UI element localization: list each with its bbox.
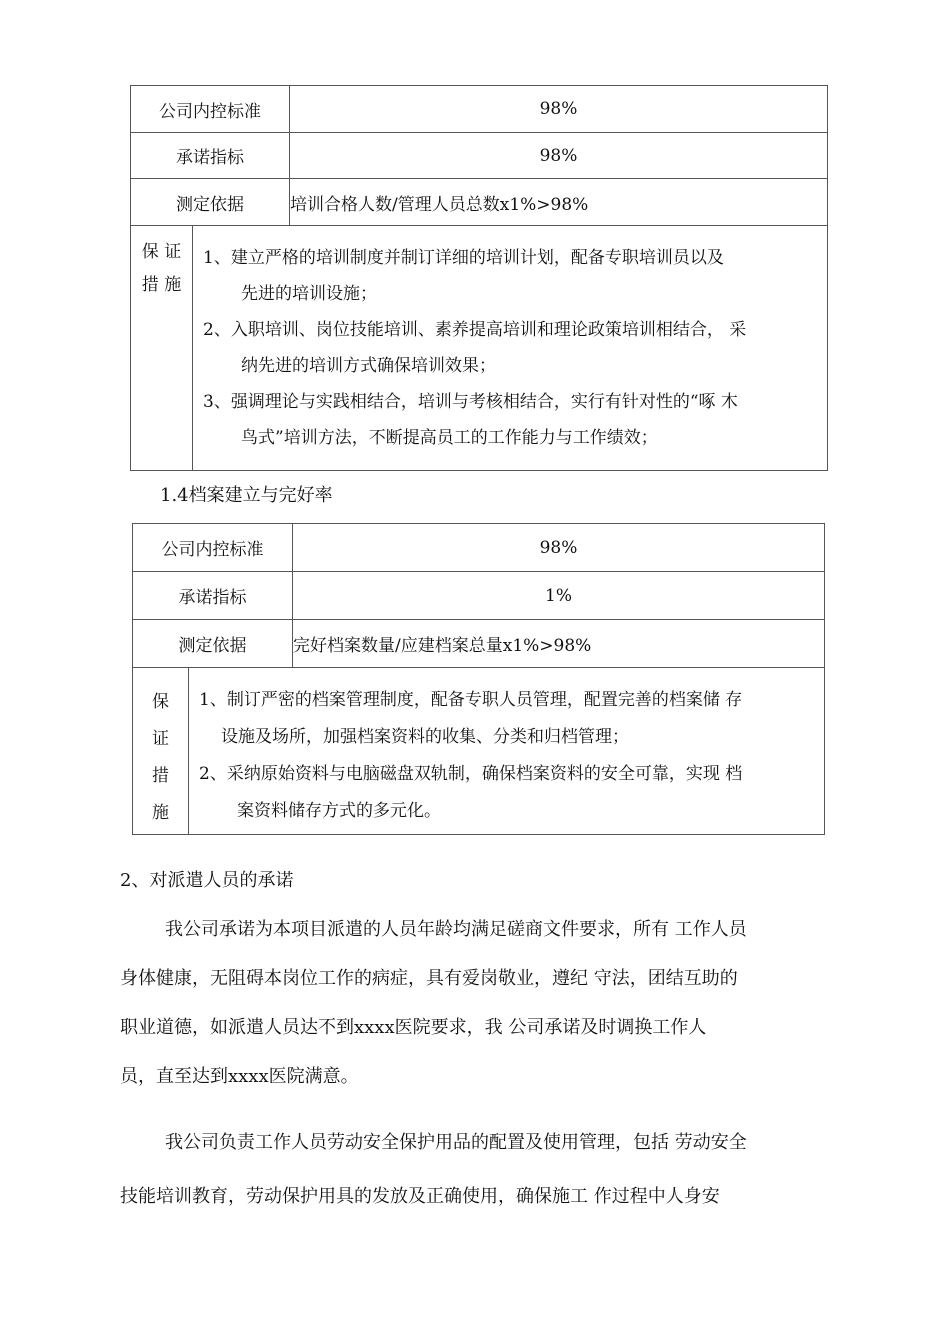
list-item: 1、制订严密的档案管理制度，配备专职人员管理，配置完善的档案储 存 设施及场所，加强档案资料的收集、分类和归档管理； [199,690,743,747]
table-row [133,572,825,620]
paragraph: 我公司负责工作人员劳动安全保护用品的配置及使用管理，包括 劳动安全 技能培训教育，劳动保护用具的发放及正确使用，确保施工 作过程中人身安 [120,1132,747,1207]
row-label: 测定依据 [131,179,290,226]
table-row [133,524,825,572]
row-label: 公司内控标准 [133,524,293,572]
section-heading: 2、对派遣人员的承诺 [120,870,294,891]
table-row [133,620,825,668]
measures-cell [193,226,828,471]
archive-rate-table [132,523,825,835]
row-value: 完好档案数量/应建档案总量x1%>98% [293,620,825,668]
measures-label-cell [131,226,193,471]
measures-label-cell [133,668,189,835]
paragraph: 我公司承诺为本项目派遣的人员年龄均满足磋商文件要求，所有 工作人员 身体健康，无阻碍本岗位工作的病症，具有爱岗敬业，遵纪 守法，团结互助的 职业道德，如派遣人员达不到xxxx医院要求，我 公司承诺及时调换工作人 员，直至达到xxxx医院满意。 [120,919,747,1087]
row-label: 承诺指标 [133,572,293,620]
measures-label: 保 [152,692,169,712]
table-row [131,226,828,471]
table-row [131,133,828,179]
list-item: 2、入职培训、岗位技能培训、素养提高培训和理论政策培训相结合， 采 纳先进的培训方式确保培训效果； [203,320,747,376]
row-value: 1% [293,572,825,620]
measures-label: 证 [152,729,169,749]
measures-label: 措 施 [141,275,182,295]
section-heading: 1.4档案建立与完好率 [160,485,333,506]
row-value: 培训合格人数/管理人员总数x1%>98% [290,179,828,226]
training-rate-table [130,85,828,471]
row-value: 98% [290,86,828,133]
row-label: 测定依据 [133,620,293,668]
measures-label: 保 证 [141,242,182,262]
list-item: 2、采纳原始资料与电脑磁盘双轨制，确保档案资料的安全可靠，实现 档 案资料储存方式的多元化。 [199,764,743,821]
row-value: 98% [293,524,825,572]
table-row [133,668,825,835]
row-label: 承诺指标 [131,133,290,179]
list-item: 3、强调理论与实践相结合，培训与考核相结合，实行有针对性的“啄 木 鸟式”培训方法，不断提高员工的工作能力与工作绩效； [203,392,738,448]
table-row [131,86,828,133]
measures-label: 措 [152,766,169,786]
measures-cell [189,668,825,835]
table-row [131,179,828,226]
list-item: 1、建立严格的培训制度并制订详细的培训计划，配备专职培训员以及 先进的培训设施； [203,248,724,304]
row-label: 公司内控标准 [131,86,290,133]
row-value: 98% [290,133,828,179]
measures-label: 施 [152,803,169,823]
